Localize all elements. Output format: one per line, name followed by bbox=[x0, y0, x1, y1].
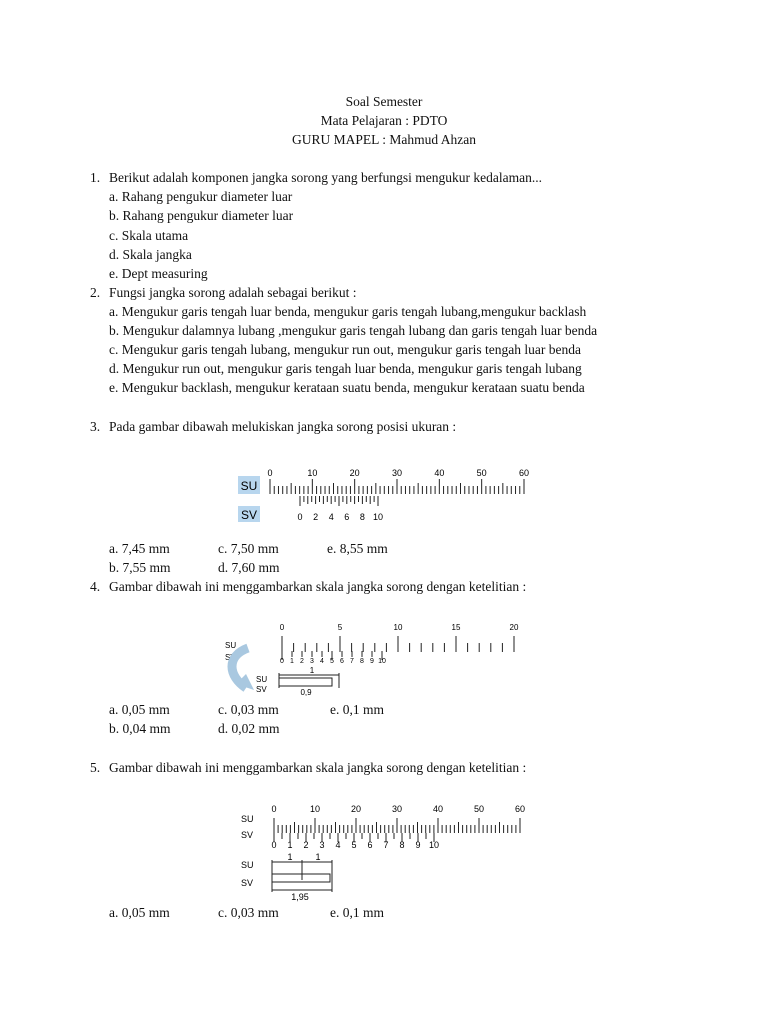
question-2-option-d: d. Mengukur run out, mengukur garis tengah luar benda, mengukur garis tengah lubang bbox=[109, 361, 582, 376]
scale-label: 1 bbox=[290, 658, 294, 665]
scale-label: 60 bbox=[518, 468, 530, 478]
question-5-number: 5. bbox=[90, 760, 101, 775]
scale-label: 0 bbox=[279, 623, 285, 632]
scale-label: 6 bbox=[367, 840, 373, 850]
document-title: Soal Semester bbox=[345, 94, 423, 109]
scale-label: 4 bbox=[335, 840, 341, 850]
question-3-option-a: a. 7,45 mm bbox=[109, 541, 170, 556]
scale-label: 9 bbox=[415, 840, 421, 850]
subject-line: Mata Pelajaran : PDTO bbox=[320, 113, 448, 128]
scale-label: 3 bbox=[310, 658, 314, 665]
scale-label: 60 bbox=[514, 804, 526, 814]
scale-label: 40 bbox=[434, 468, 445, 478]
question-1-text: Berikut adalah komponen jangka sorong yang berfungsi mengukur kedalaman... bbox=[109, 170, 543, 185]
vernier-figure-2-svg bbox=[222, 618, 532, 700]
detail-bottom-value: 1,95 bbox=[291, 892, 309, 902]
detail-sv-label: SV bbox=[256, 685, 267, 694]
question-4-option-e: e. 0,1 mm bbox=[330, 702, 384, 717]
scale-label: 2 bbox=[313, 512, 319, 522]
question-5-text: Gambar dibawah ini menggambarkan skala jangka sorong dengan ketelitian : bbox=[109, 760, 527, 775]
scale-label: 9 bbox=[370, 658, 374, 665]
teacher-line: GURU MAPEL : Mahmud Ahzan bbox=[292, 132, 476, 147]
question-1-option-c: c. Skala utama bbox=[109, 228, 189, 243]
question-3-text: Pada gambar dibawah melukiskan jangka sorong posisi ukuran : bbox=[109, 419, 457, 434]
question-2-option-e: e. Mengukur backlash, mengukur kerataan suatu benda, mengukur kerataan suatu benda bbox=[109, 380, 585, 395]
question-3-option-c: c. 7,50 mm bbox=[218, 541, 279, 556]
question-2-text: Fungsi jangka sorong adalah sebagai berikut : bbox=[109, 285, 357, 300]
question-1-number: 1. bbox=[90, 170, 101, 185]
question-4-option-c: c. 0,03 mm bbox=[218, 702, 279, 717]
scale-label: 7 bbox=[383, 840, 389, 850]
question-3-option-b: b. 7,55 mm bbox=[109, 560, 171, 575]
question-2-option-b: b. Mengukur dalamnya lubang ,mengukur garis tengah lubang dan garis tengah luar benda bbox=[109, 323, 598, 338]
question-1-option-d: d. Skala jangka bbox=[109, 247, 192, 262]
question-2-option-a: a. Mengukur garis tengah luar benda, mengukur garis tengah lubang,mengukur backlash bbox=[109, 304, 587, 319]
scale-label: 15 bbox=[451, 623, 461, 632]
question-3-option-d: d. 7,60 mm bbox=[218, 560, 280, 575]
question-3-number: 3. bbox=[90, 419, 101, 434]
scale-label: 0 bbox=[297, 512, 303, 522]
scale-label: 2 bbox=[300, 658, 304, 665]
vernier-figure-1-svg bbox=[236, 462, 536, 524]
vernier-figure-2 bbox=[222, 618, 532, 700]
scale-label: 1 bbox=[287, 840, 293, 850]
su-label: SU bbox=[225, 641, 237, 650]
scale-label: 10 bbox=[307, 468, 318, 478]
scale-label: 10 bbox=[378, 658, 386, 665]
question-4-number: 4. bbox=[90, 579, 101, 594]
sv-label: SV bbox=[240, 508, 258, 522]
scale-label: 5 bbox=[337, 623, 343, 632]
detail-sv-label: SV bbox=[241, 878, 254, 888]
detail-top-value-a: 1 bbox=[287, 852, 293, 862]
scale-label: 50 bbox=[476, 468, 487, 478]
question-5-option-a: a. 0,05 mm bbox=[109, 905, 170, 920]
sv-label: SV bbox=[225, 653, 236, 662]
detail-sv-box bbox=[279, 678, 332, 686]
question-2-option-c: c. Mengukur garis tengah lubang, mengukur run out, mengukur garis tengah luar benda bbox=[109, 342, 581, 357]
scale-label: 10 bbox=[393, 623, 403, 632]
vernier-figure-3 bbox=[238, 800, 538, 904]
scale-label: 7 bbox=[350, 658, 354, 665]
vernier-figure-3-svg bbox=[238, 800, 538, 904]
scale-label: 8 bbox=[359, 512, 365, 522]
scale-label: 10 bbox=[428, 840, 440, 850]
scale-label: 2 bbox=[303, 840, 309, 850]
su-label: SU bbox=[240, 479, 258, 493]
su-label: SU bbox=[241, 814, 254, 824]
question-1-option-e: e. Dept measuring bbox=[109, 266, 208, 281]
question-2-number: 2. bbox=[90, 285, 101, 300]
detail-su-label: SU bbox=[241, 860, 254, 870]
scale-label: 5 bbox=[330, 658, 334, 665]
vernier-figure-1 bbox=[236, 462, 536, 524]
question-1-option-a: a. Rahang pengukur diameter luar bbox=[109, 189, 293, 204]
scale-label: 0 bbox=[280, 658, 284, 665]
scale-label: 3 bbox=[319, 840, 325, 850]
question-1-option-b: b. Rahang pengukur diameter luar bbox=[109, 208, 294, 223]
scale-label: 40 bbox=[432, 804, 444, 814]
question-4-option-d: d. 0,02 mm bbox=[218, 721, 280, 736]
scale-label: 20 bbox=[349, 468, 360, 478]
detail-sv-box bbox=[272, 874, 330, 882]
scale-label: 30 bbox=[391, 468, 403, 478]
scale-label: 0 bbox=[271, 804, 277, 814]
sv-label: SV bbox=[241, 830, 254, 840]
question-4-text: Gambar dibawah ini menggambarkan skala jangka sorong dengan ketelitian : bbox=[109, 579, 527, 594]
scale-label: 6 bbox=[340, 658, 344, 665]
scale-label: 5 bbox=[351, 840, 357, 850]
scale-label: 6 bbox=[344, 512, 350, 522]
scale-label: 4 bbox=[320, 658, 324, 665]
scale-label: 8 bbox=[399, 840, 405, 850]
scale-label: 0 bbox=[267, 468, 273, 478]
detail-top-value-b: 1 bbox=[315, 852, 321, 862]
question-5-option-c: c. 0,03 mm bbox=[218, 905, 279, 920]
scale-label: 50 bbox=[473, 804, 485, 814]
question-4-option-b: b. 0,04 mm bbox=[109, 721, 171, 736]
scale-label: 0 bbox=[271, 840, 277, 850]
detail-top-value: 1 bbox=[309, 666, 315, 675]
scale-label: 10 bbox=[309, 804, 321, 814]
detail-su-label: SU bbox=[256, 675, 268, 684]
scale-label: 4 bbox=[328, 512, 334, 522]
question-3-option-e: e. 8,55 mm bbox=[327, 541, 388, 556]
scale-label: 8 bbox=[360, 658, 364, 665]
detail-bottom-value: 0,9 bbox=[300, 688, 312, 697]
scale-label: 20 bbox=[509, 623, 519, 632]
question-4-option-a: a. 0,05 mm bbox=[109, 702, 170, 717]
scale-label: 30 bbox=[391, 804, 403, 814]
question-5-option-e: e. 0,1 mm bbox=[330, 905, 384, 920]
scale-label: 10 bbox=[372, 512, 384, 522]
scale-label: 20 bbox=[350, 804, 362, 814]
